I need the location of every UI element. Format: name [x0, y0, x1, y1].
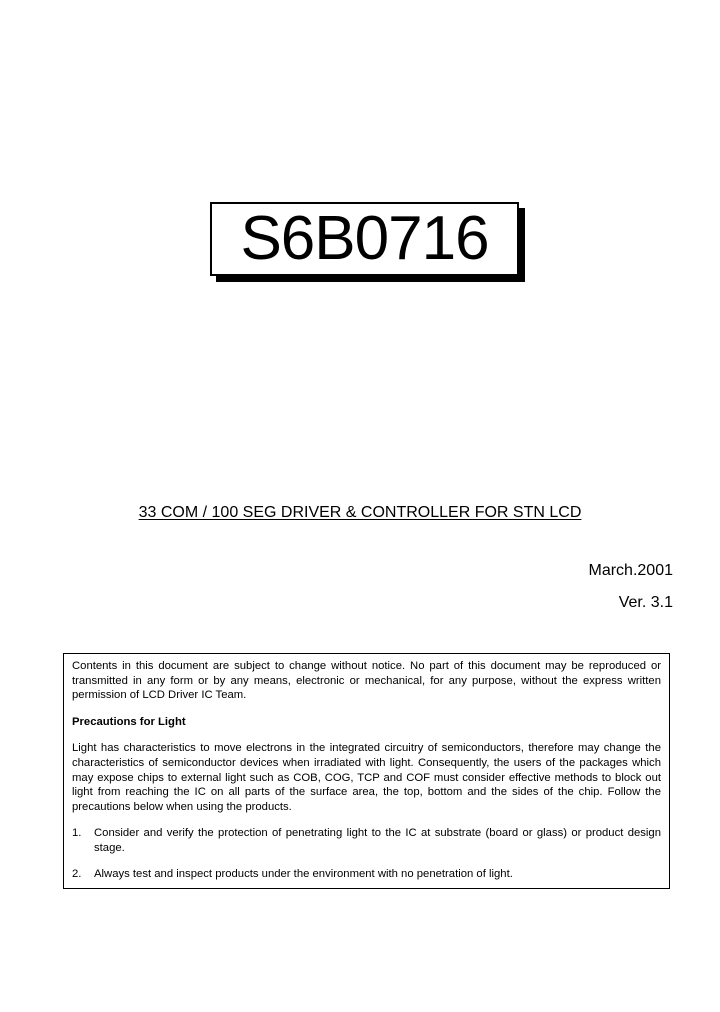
precautions-heading: Precautions for Light [72, 715, 186, 728]
document-subtitle [0, 503, 720, 523]
document-date: March.2001 [588, 562, 673, 579]
precaution-item-text: Consider and verify the protection of penetrating light to the IC at substrate (board or glass) or product design stage. [94, 827, 661, 854]
title-box [210, 202, 519, 276]
subtitle-text: 33 COM / 100 SEG DRIVER & CONTROLLER FOR STN LCD [138, 504, 582, 521]
precaution-item [72, 867, 661, 882]
document-version: Ver. 3.1 [618, 594, 673, 611]
precaution-item [72, 826, 661, 855]
document-title: S6B0716 [240, 204, 489, 273]
notice-intro: Contents in this document are subject to change without notice. No part of this document may be reproduced or transmitted in any form or by any means, electronic or mechanical, for any purpose, without the express written permission of LCD Driver IC Team. [72, 660, 661, 702]
precaution-item-number: 1. [72, 827, 82, 840]
notice-box [63, 653, 670, 889]
precaution-item-number: 2. [72, 867, 82, 880]
precaution-item-text: Always test and inspect products under the environment with no penetration of light. [94, 867, 513, 880]
precautions-body: Light has characteristics to move electrons in the integrated circuitry of semiconductors, therefore may change the characteristics of semiconductor devices when irradiated with light. Consequently, the users of the packages which may expose chips to external light such as COB, COG, TCP and COF must consider effective methods to block out light from reaching the IC on all parts of the surface area, the top, bottom and the sides of the chip. Follow the precautions below when using the products. [72, 742, 661, 813]
